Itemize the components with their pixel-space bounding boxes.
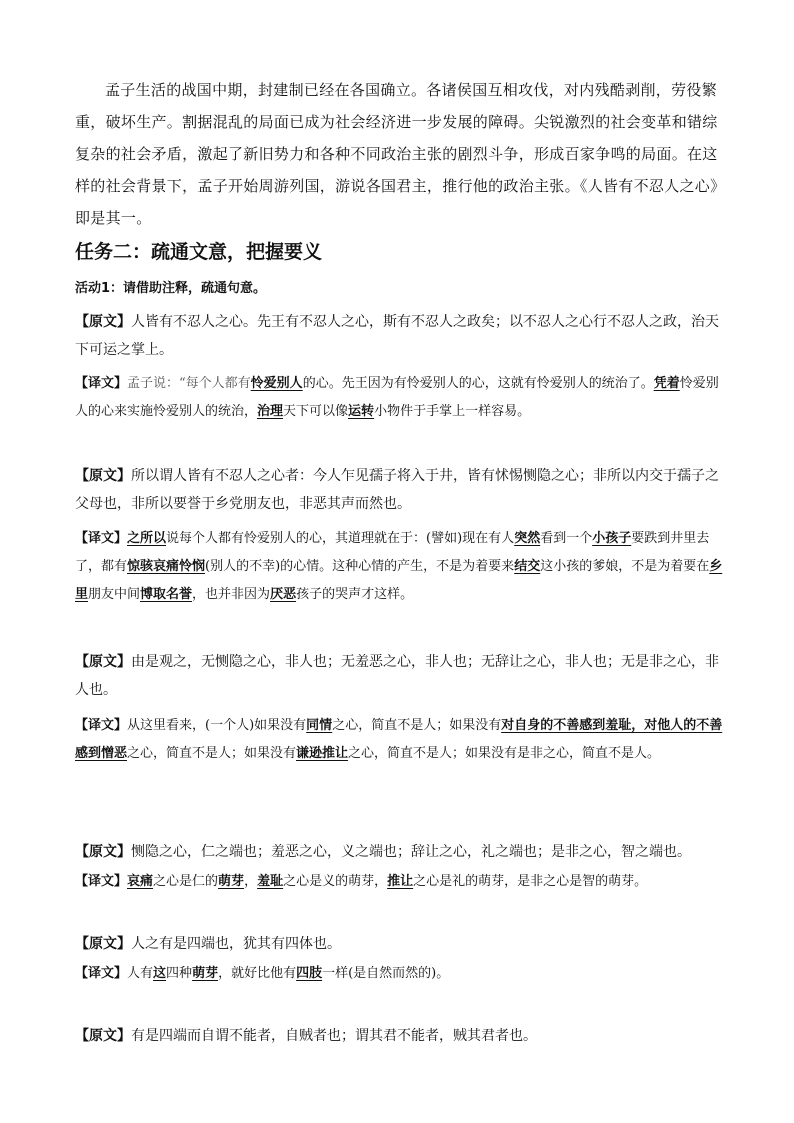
original-text-5 — [75, 930, 723, 958]
translation-text-5 — [75, 960, 723, 988]
original-content: 所以谓人皆有不忍人之心者：今人乍见孺子将入于井，皆有怵惕恻隐之心；非所以内交于孺子之父母也，非所以要誉于乡党朋友也，非恶其声而然也。 — [75, 468, 719, 512]
translation-segment: (别人的不幸)的心情。这种心情的产生，不是为着要来 — [205, 559, 515, 574]
key-term: 博取名誉 — [140, 587, 193, 602]
original-text-3 — [75, 648, 723, 704]
key-term: 之所以 — [127, 531, 167, 546]
key-term: 怜爱别人 — [250, 376, 303, 391]
translation-segment: ，就好比他有 — [218, 966, 297, 981]
translation-tag: 【译文】 — [75, 376, 128, 391]
original-content: 人之有是四端也，犹其有四体也。 — [131, 936, 341, 952]
key-term: 运转 — [348, 404, 375, 419]
translation-segment: 之心，简直不是人；如果没有 — [332, 718, 502, 733]
translation-text-1 — [75, 370, 723, 426]
original-tag: 【原文】 — [75, 936, 131, 952]
translation-segment: 朋友中间 — [88, 587, 141, 602]
translation-segment: ， — [244, 874, 258, 889]
original-text-4 — [75, 838, 723, 866]
key-term: 厌恶 — [270, 587, 297, 602]
translation-text-4 — [75, 868, 723, 896]
original-text-1 — [75, 308, 723, 364]
key-term: 这 — [153, 966, 167, 981]
original-tag: 【原文】 — [75, 654, 131, 670]
original-text-2 — [75, 462, 723, 518]
translation-tag: 【译文】 — [75, 718, 128, 733]
original-tag: 【原文】 — [75, 844, 131, 860]
translation-segment: 人有 — [127, 966, 154, 981]
translation-text-2 — [75, 525, 723, 609]
activity-label: 活动1：请借助注释，疏通句意。 — [75, 281, 267, 296]
key-term: 哀痛 — [127, 874, 154, 889]
translation-segment: 一样(是自然而然的)。 — [322, 966, 450, 981]
original-content: 由是观之，无恻隐之心，非人也；无羞恶之心，非人也；无辞让之心，非人也；无是非之心，非人也。 — [75, 654, 719, 698]
original-content: 有是四端而自谓不能者，自贼者也；谓其君不能者，贼其君者也。 — [131, 1028, 537, 1044]
key-term: 凭着 — [653, 376, 680, 391]
translation-segment: 之心是义的萌芽， — [283, 874, 388, 889]
translation-tag: 【译文】 — [75, 531, 128, 546]
translation-segment: 四种 — [166, 966, 193, 981]
translation-segment: 的心。先王因为有怜爱别人的心，这就有怜爱别人的统治了。 — [302, 376, 654, 391]
translation-segment: 之心是仁的 — [153, 874, 219, 889]
key-term: 治理 — [257, 404, 284, 419]
key-term: 惊骇哀痛怜悯 — [127, 559, 206, 574]
translation-segment: 从这里看来，(一个人)如果没有 — [127, 718, 307, 733]
original-tag: 【原文】 — [75, 314, 131, 330]
translation-segment: 之心，简直不是人；如果没有 — [127, 746, 297, 761]
original-content: 人皆有不忍人之心。先王有不忍人之心，斯有不忍人之政矣；以不忍人之心行不忍人之政，治天下可运之掌上。 — [75, 314, 719, 358]
translation-segment: 小物件于手掌上一样容易。 — [374, 404, 531, 419]
key-term: 结交 — [514, 559, 541, 574]
translation-segment: ，也并非因为 — [192, 587, 271, 602]
translation-text-3 — [75, 712, 723, 768]
key-term: 萌芽 — [192, 966, 219, 981]
translation-segment: 说每个人都有怜爱别人的心，其道理就在于：(譬如)现在有人 — [166, 531, 515, 546]
key-term: 乡里 — [75, 559, 723, 602]
original-tag: 【原文】 — [75, 1028, 131, 1044]
translation-segment: 天下可以像 — [283, 404, 349, 419]
intro-paragraph: 孟子生活的战国中期，封建制已经在各国确立。各诸侯国互相攻伐，对内残酷剥削，劳役繁重，破坏生产。割据混乱的局面已成为社会经济进一步发展的障碍。尖锐激烈的社会变革和错综复杂的社会矛盾，激起了新旧势力和各种不同政治主张的剧烈斗争，形成百家争鸣的局面。在这样的社会背景下，孟子开始周游列国，游说各国君主，推行他的政治主张。《人皆有不忍人之心》即是其一。 — [75, 81, 718, 227]
original-tag: 【原文】 — [75, 468, 131, 484]
translation-segment: 孟子说：“每个人都有 — [127, 376, 251, 391]
translation-segment: 这小孩的爹娘，不是为着要在 — [540, 559, 710, 574]
key-term: 对自身的不善感到羞耻，对他人的不善感到憎恶 — [75, 718, 723, 761]
key-term: 小孩子 — [592, 531, 632, 546]
translation-segment: 之心是礼的萌芽，是非之心是智的萌芽。 — [413, 874, 648, 889]
original-content: 恻隐之心，仁之端也；羞恶之心，义之端也；辞让之心，礼之端也；是非之心，智之端也。 — [131, 844, 691, 860]
key-term: 羞耻 — [257, 874, 284, 889]
translation-tag: 【译文】 — [75, 966, 128, 981]
translation-segment: 孩子的哭声才这样。 — [296, 587, 414, 602]
translation-segment: 之心，简直不是人；如果没有是非之心，简直不是人。 — [348, 746, 661, 761]
translation-segment: 要跌到井里去了，都有 — [75, 531, 710, 574]
task-heading: 任务二：疏通文意，把握要义 — [75, 241, 323, 263]
key-term: 萌芽 — [218, 874, 245, 889]
original-text-6 — [75, 1022, 723, 1050]
translation-tag: 【译文】 — [75, 874, 128, 889]
key-term: 四肢 — [296, 966, 323, 981]
key-term: 谦逊推让 — [296, 746, 349, 761]
translation-segment: 看到一个 — [540, 531, 593, 546]
key-term: 推让 — [387, 874, 414, 889]
key-term: 同情 — [306, 718, 333, 733]
translation-segment: 怜爱别人的心来实施怜爱别人的统治， — [75, 376, 719, 419]
key-term: 突然 — [514, 531, 541, 546]
